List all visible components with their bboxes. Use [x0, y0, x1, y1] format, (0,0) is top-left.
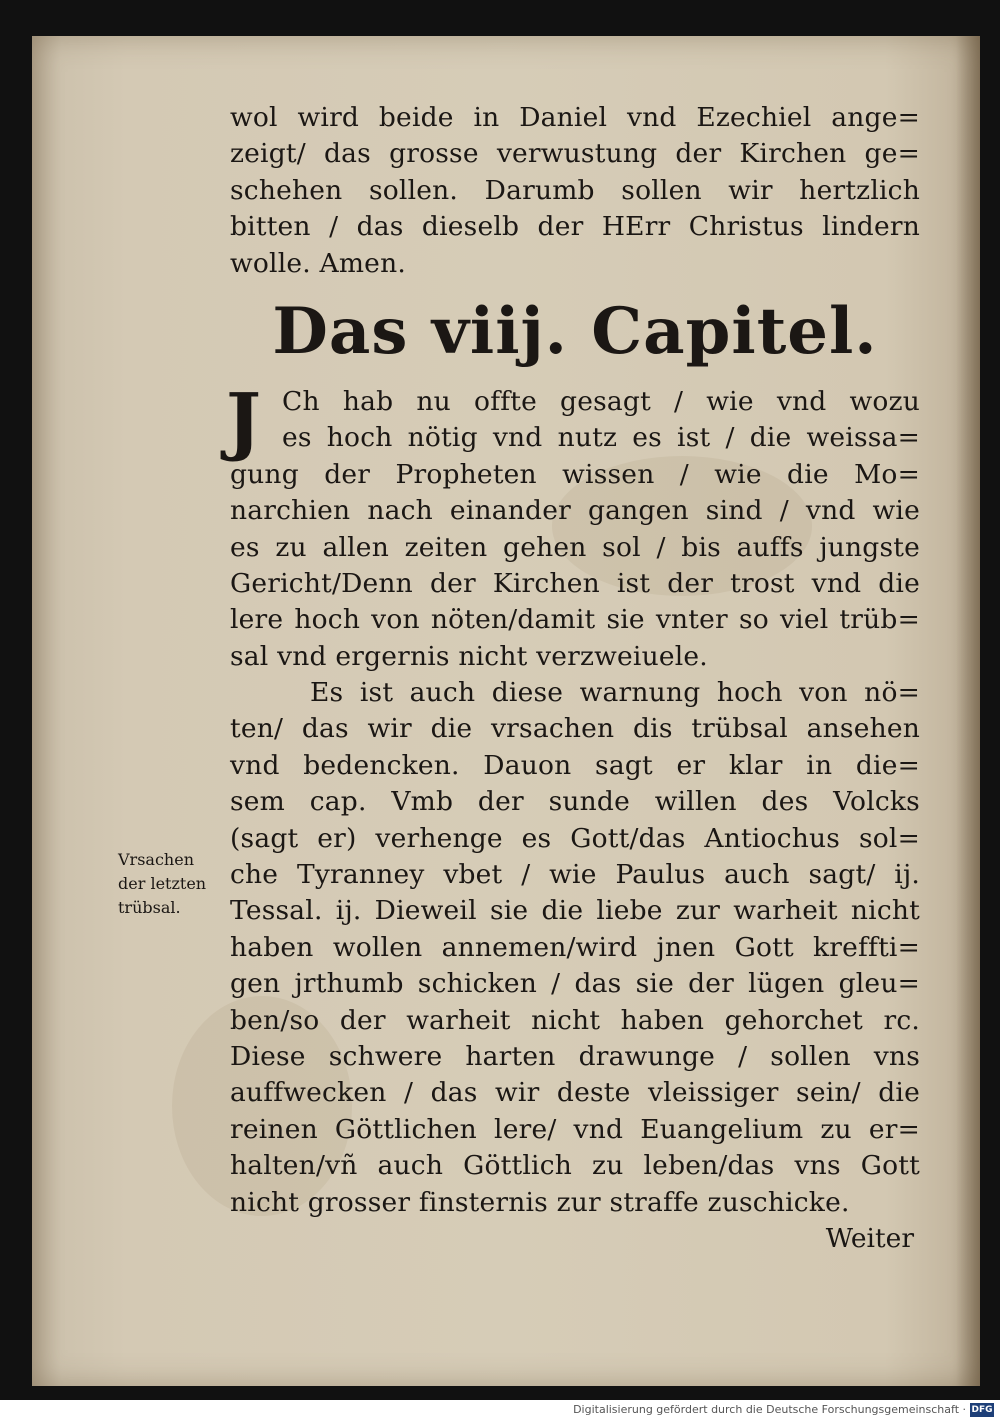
drop-cap-initial: J: [226, 377, 262, 464]
text-line: nicht grosser finsternis zur straffe zuschicke.: [230, 1186, 850, 1218]
text-line: haben wollen annemen/wird jnen Gott kreffti=: [230, 931, 920, 963]
main-text: [226, 100, 920, 1257]
text-line: gung der Propheten wissen / wie die Mo=: [230, 458, 920, 490]
catchword: Weiter: [825, 1222, 914, 1254]
chapter-heading: Das viij. Capitel.: [272, 293, 878, 369]
text-line: gen jrthumb schicken / das sie der lügen gleu=: [230, 968, 920, 1000]
text-line: (sagt er) verhenge es Gott/das Antiochus sol=: [230, 822, 920, 854]
dfg-logo-icon: DFG: [971, 1405, 993, 1415]
marginal-note-line: der letzten: [118, 874, 207, 893]
text-line: Diese schwere harten drawunge / sollen vns: [230, 1040, 920, 1072]
text-line: Es ist auch diese warnung hoch von nö=: [310, 677, 920, 709]
text-line: lere hoch von nöten/damit sie vnter so viel trüb=: [230, 604, 920, 636]
footer-bar: [0, 1400, 1000, 1421]
marginal-note: [118, 848, 238, 920]
text-line: reinen Göttlichen lere/ vnd Euangelium zu er=: [230, 1113, 920, 1145]
text-line: zeigt/ das grosse verwustung der Kirchen ge=: [230, 138, 920, 170]
text-line: che Tyranney vbet / wie Paulus auch sagt/ ij.: [230, 859, 920, 891]
paragraph-2: [230, 675, 920, 1221]
marginal-note-line: trübsal.: [118, 898, 181, 917]
paragraph-1: [226, 377, 920, 675]
text-line: sem cap. Vmb der sunde willen des Volcks: [230, 786, 920, 818]
text-line: Gericht/Denn der Kirchen ist der trost vnd die: [230, 567, 920, 599]
text-line: schehen sollen. Darumb sollen wir hertzlich: [230, 174, 920, 206]
text-line: vnd bedencken. Dauon sagt er klar in die=: [230, 749, 920, 781]
book-page: [32, 36, 980, 1386]
text-line: wolle. Amen.: [230, 247, 406, 279]
text-line: ben/so der warheit nicht haben gehorchet rc.: [230, 1004, 920, 1036]
text-line: es hoch nötig vnd nutz es ist / die weissa=: [282, 422, 920, 454]
marginal-note-line: Vrsachen: [118, 850, 194, 869]
text-line: Ch hab nu offte gesagt / wie vnd wozu: [282, 385, 920, 417]
text-line: wol wird beide in Daniel vnd Ezechiel ange=: [230, 102, 920, 133]
text-line: auffwecken / das wir deste vleissiger sein/ die: [230, 1077, 920, 1109]
text-line: halten/vñ auch Göttlich zu leben/das vns Gott: [230, 1150, 920, 1182]
text-line: ten/ das wir die vrsachen dis trübsal ansehen: [230, 713, 920, 745]
text-line: bitten / das dieselb der HErr Christus lindern: [230, 211, 920, 243]
text-line: es zu allen zeiten gehen sol / bis auffs jungste: [230, 531, 920, 563]
text-line: sal vnd ergernis nicht verzweiuele.: [230, 640, 708, 672]
funding-credit: Digitalisierung gefördert durch die Deutsche Forschungsgemeinschaft ·: [573, 1403, 966, 1416]
text-line: Tessal. ij. Dieweil sie die liebe zur warheit nicht: [230, 895, 920, 927]
text-line: narchien nach einander gangen sind / vnd wie: [230, 495, 920, 527]
page-edge-shadow: [956, 36, 980, 1386]
